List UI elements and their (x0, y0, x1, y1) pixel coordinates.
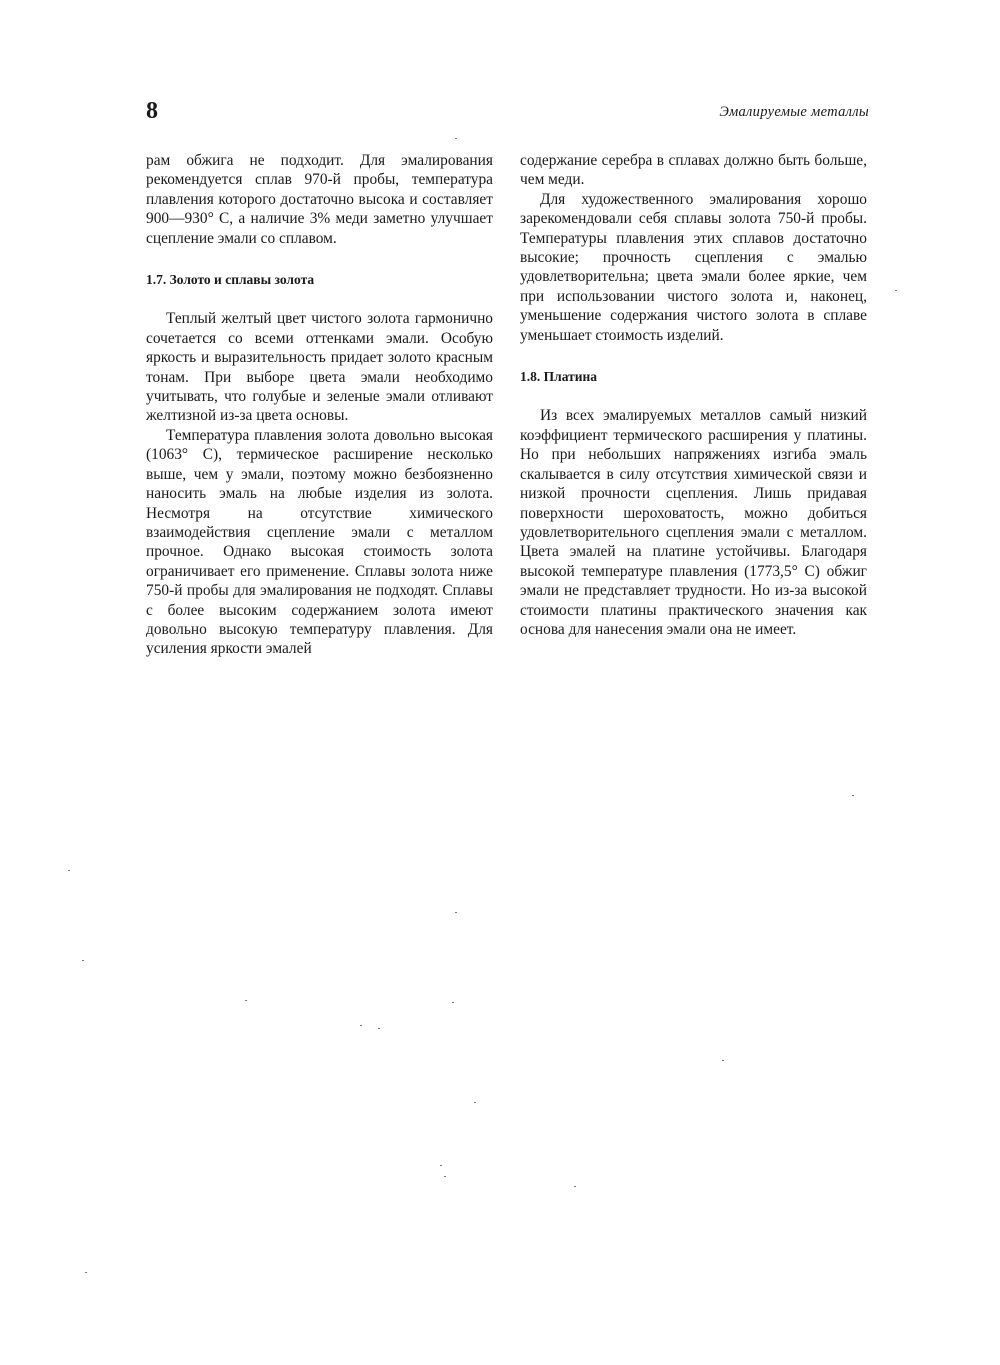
scan-speck (68, 870, 70, 871)
paragraph: Для художественного эмалирования хорошо зарекомендовали себя сплавы золота 750-й пробы. Температуры плавления этих сплавов достаточно высокие; прочность сцепления с эмалью удовлетворительна; цвета эмали более яркие, чем при использовании чистого золота и, наконец, уменьшение содержания чистого золота в сплаве уменьшает стоимость изделий. (520, 190, 867, 344)
scan-speck (360, 1025, 362, 1026)
running-title: Эмалируемые металлы (719, 104, 869, 120)
paragraph: Из всех эмалируемых металлов самый низкий коэффициент термического расширения у платины. Но при небольших напряжениях изгиба эмаль скалывается в силу отсутствия химической связи и низкой прочности сцепления. Лишь придавая поверхности шероховатость, можно добиться удовлетворительного сцепления эмали с металлом. Цвета эмалей на платине устойчивы. Благодаря высокой температуре плавления (1773,5° С) обжиг эмали не представляет трудности. Но из-за высокой стоимости платины практического значения как основа для нанесения эмали она не имеет. (520, 407, 867, 638)
scan-speck (895, 290, 897, 291)
scan-speck (85, 1272, 87, 1273)
left-column (146, 151, 493, 659)
scan-speck (452, 1002, 454, 1003)
scan-speck (722, 1060, 724, 1061)
scan-speck (455, 912, 457, 913)
scan-speck (852, 795, 854, 796)
scan-speck (440, 1165, 442, 1166)
paragraph: Теплый желтый цвет чистого золота гармонично сочетается со всеми оттенками эмали. Особую яркость и выразительность придает золото красным тонам. При выборе цвета эмали необходимо учитывать, что голубые и зеленые эмали отливают желтизной из-за цвета основы. (146, 310, 493, 425)
scan-speck (455, 138, 457, 139)
section-heading-platinum: 1.8. Платина (520, 369, 598, 385)
scan-speck (474, 1102, 476, 1103)
right-column (520, 151, 867, 639)
scan-speck (378, 1028, 380, 1029)
paragraph-continued: рам обжига не подходит. Для эмалирования рекомендуется сплав 970-й пробы, температура плавления которого достаточно высока и составляет 900—930° С, а наличие 3% меди заметно улучшает сцепление эмали со сплавом. (146, 152, 493, 247)
scan-speck (444, 1176, 446, 1177)
scan-speck (245, 1000, 247, 1001)
paragraph-continued: содержание серебра в сплавах должно быть больше, чем меди. (520, 152, 867, 189)
scan-speck (82, 960, 84, 961)
section-heading-gold: 1.7. Золото и сплавы золота (146, 272, 315, 288)
paragraph: Температура плавления золота довольно высокая (1063° С), термическое расширение несколько выше, чем у эмали, поэтому можно безбоязненно наносить эмаль на любые изделия из золота. Несмотря на отсутствие химического взаимодействия сцепление эмали с металлом прочное. Однако высокая стоимость золота ограничивает его применение. Сплавы золота ниже 750-й пробы для эмалирования не подходят. Сплавы с более высоким содержанием золота имеют довольно высокую температуру плавления. Для усиления яркости эмалей (146, 426, 493, 658)
page-number: 8 (146, 98, 158, 124)
scan-speck (574, 1186, 576, 1187)
